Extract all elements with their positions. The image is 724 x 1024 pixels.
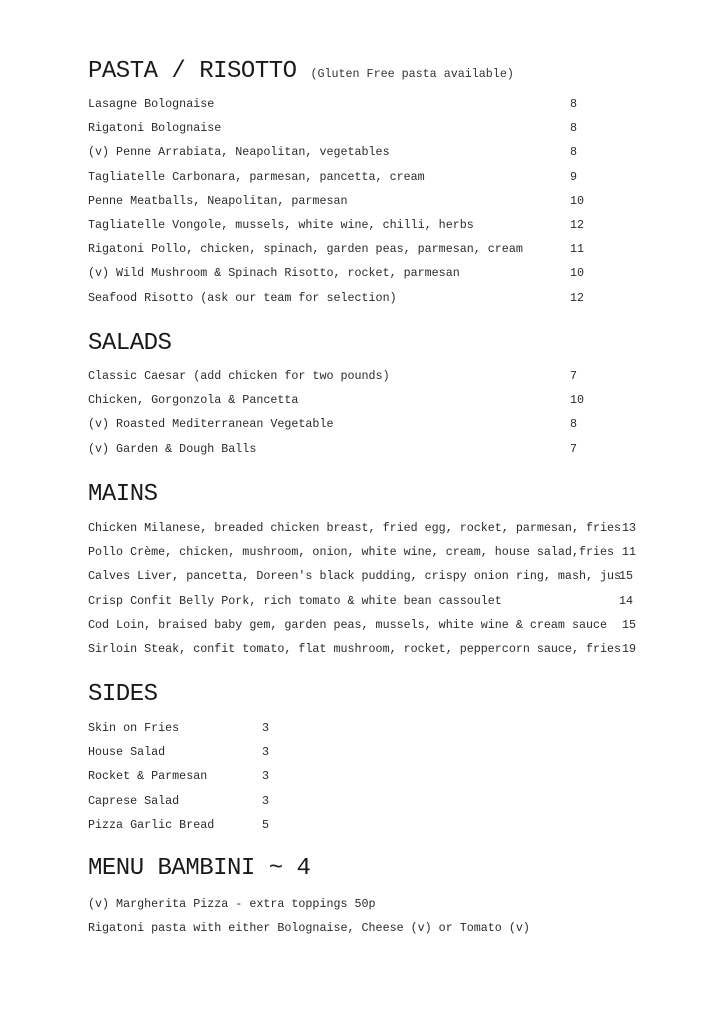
item-price: 5 <box>262 817 270 832</box>
pasta-heading <box>88 58 514 88</box>
item-price: 10 <box>570 266 585 281</box>
item-name: Caprese Salad <box>88 793 180 808</box>
item-price: 13 <box>622 521 637 535</box>
item-name: Penne Meatballs, Neapolitan, parmesan <box>88 193 348 208</box>
menu-item <box>88 288 585 308</box>
item-name: Pollo Crème, chicken, mushroom, onion, white wine, cream, house salad,fries <box>88 545 615 560</box>
menu-item <box>88 518 637 538</box>
item-price: 15 <box>619 569 634 584</box>
pasta-subtitle: (Gluten Free pasta available) <box>310 67 514 81</box>
menu-item <box>88 118 578 138</box>
menu-item <box>88 894 376 914</box>
menu-item <box>88 542 637 562</box>
menu-item <box>88 239 585 259</box>
menu-item <box>88 142 578 162</box>
menu-item <box>88 390 585 410</box>
item-name: Chicken, Gorgonzola & Pancetta <box>88 393 299 408</box>
menu-item <box>88 766 270 786</box>
item-name: Sirloin Steak, confit tomato, flat mushroom, rocket, peppercorn sauce, fries <box>88 642 622 656</box>
item-price: 8 <box>570 417 578 432</box>
menu-item <box>88 366 578 386</box>
item-name: Seafood Risotto (ask our team for selection) <box>88 290 397 305</box>
item-price: 7 <box>570 369 578 383</box>
menu-item <box>88 566 634 586</box>
item-price: 10 <box>570 193 585 208</box>
menu-item <box>88 639 637 659</box>
item-price: 12 <box>570 218 585 232</box>
item-name: Rigatoni Bolognaise <box>88 121 222 136</box>
pasta-title: PASTA / RISOTTO <box>88 58 297 85</box>
item-price: 3 <box>262 745 270 760</box>
menu-item <box>88 167 578 187</box>
item-name: Lasagne Bolognaise <box>88 97 215 111</box>
item-name: (v) Wild Mushroom & Spinach Risotto, rocket, parmesan <box>88 266 460 281</box>
item-name: Chicken Milanese, breaded chicken breast, fried egg, rocket, parmesan, fries <box>88 521 622 535</box>
menu-item <box>88 439 578 459</box>
item-price: 11 <box>622 545 637 560</box>
item-price: 15 <box>622 617 637 632</box>
item-price: 9 <box>570 169 578 184</box>
item-price: 11 <box>570 242 585 257</box>
salads-title: SALADS <box>88 330 172 357</box>
item-name: Tagliatelle Vongole, mussels, white wine, chilli, herbs <box>88 218 474 232</box>
menu-item <box>88 215 585 235</box>
item-name: (v) Penne Arrabiata, Neapolitan, vegetables <box>88 145 390 160</box>
item-name: Rocket & Parmesan <box>88 769 208 784</box>
menu-item <box>88 815 270 835</box>
item-price: 3 <box>262 769 270 784</box>
bambini-title: MENU BAMBINI ~ 4 <box>88 855 311 882</box>
item-name: Skin on Fries <box>88 721 180 735</box>
item-name: Rigatoni pasta with either Bolognaise, Cheese (v) or Tomato (v) <box>88 921 530 936</box>
menu-item <box>88 791 270 811</box>
menu-item <box>88 591 634 611</box>
menu-item <box>88 94 578 114</box>
item-price: 19 <box>622 642 637 656</box>
item-name: House Salad <box>88 745 166 760</box>
item-name: Rigatoni Pollo, chicken, spinach, garden peas, parmesan, cream <box>88 242 523 257</box>
item-name: Tagliatelle Carbonara, parmesan, pancetta, cream <box>88 169 425 184</box>
menu-item <box>88 263 585 283</box>
item-price: 10 <box>570 393 585 408</box>
menu-item <box>88 414 578 434</box>
item-price: 3 <box>262 793 270 808</box>
item-price: 14 <box>619 593 634 608</box>
item-price: 7 <box>570 441 578 456</box>
item-price: 12 <box>570 290 585 305</box>
menu-item <box>88 718 270 738</box>
item-name: (v) Garden & Dough Balls <box>88 441 257 456</box>
item-price: 8 <box>570 145 578 160</box>
item-name: (v) Roasted Mediterranean Vegetable <box>88 417 334 432</box>
item-name: Crisp Confit Belly Pork, rich tomato & white bean cassoulet <box>88 593 502 608</box>
item-price: 8 <box>570 97 578 111</box>
mains-title: MAINS <box>88 481 158 508</box>
menu-item <box>88 615 637 635</box>
item-name: Classic Caesar (add chicken for two pounds) <box>88 369 390 383</box>
sides-title: SIDES <box>88 681 158 708</box>
item-name: Calves Liver, pancetta, Doreen's black pudding, crispy onion ring, mash, jus <box>88 569 622 584</box>
menu-item <box>88 191 585 211</box>
item-name: (v) Margherita Pizza - extra toppings 50p <box>88 897 376 911</box>
item-name: Pizza Garlic Bread <box>88 817 215 832</box>
item-price: 8 <box>570 121 578 136</box>
item-name: Cod Loin, braised baby gem, garden peas, mussels, white wine & cream sauce <box>88 617 608 632</box>
menu-item <box>88 918 530 938</box>
menu-item <box>88 742 270 762</box>
item-price: 3 <box>262 721 270 735</box>
